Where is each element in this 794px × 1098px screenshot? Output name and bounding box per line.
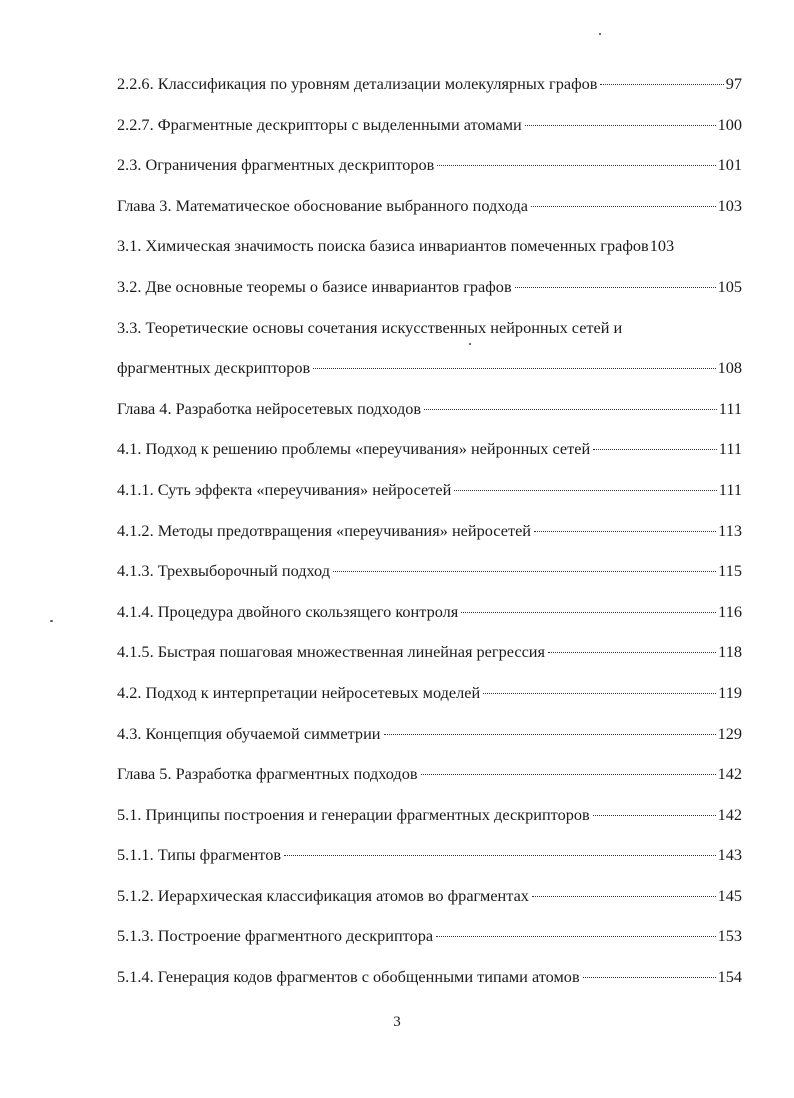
toc-entry-title: Глава 3. Математическое обоснование выбранного подхода [117,195,528,215]
toc-entry-title: 4.1.3. Трехвыборочный подход [117,561,330,581]
toc-entry-page: 145 [717,885,742,905]
toc-entry-title: 4.1.4. Процедура двойного скользящего контроля [117,601,459,621]
toc-dot-leader [437,165,715,166]
toc-entry-page: 97 [725,74,742,93]
toc-dot-leader [548,652,716,653]
toc-dot-leader [483,693,716,694]
toc-entry-chapter-3[interactable] [117,196,742,237]
toc-entry-page: 154 [717,967,742,987]
toc-dot-leader [284,855,716,856]
toc-entry-4-1-5[interactable] [117,642,742,683]
scan-speck [50,620,53,622]
toc-entry-page: 116 [718,601,742,621]
toc-dot-leader [525,125,716,126]
toc-dot-leader [593,815,716,816]
toc-entry-4-1-2[interactable] [117,521,742,562]
toc-entry-4-1-4[interactable] [117,602,742,643]
toc-entry-title: Глава 5. Разработка фрагментных подходов [117,764,418,784]
toc-entry-title: 4.1.1. Суть эффекта «переучивания» нейросетей [117,479,452,499]
toc-entry-title: 4.1. Подход к решению проблемы «переучивания» нейронных сетей [117,439,591,459]
toc-entry-title: 5.1.2. Иерархическая классификация атомов во фрагментах [117,885,529,905]
toc-entry-title: 4.3. Концепция обучаемой симметрии [117,723,381,743]
toc-entry-title: 2.2.6. Классификация по уровням детализации молекулярных графов [117,74,598,93]
toc-dot-leader [600,84,723,85]
toc-dot-leader [593,449,717,450]
toc-entry-title: 3.1. Химическая значимость поиска базиса инвариантов помеченных графов [117,236,649,256]
toc-dot-leader [454,490,716,491]
toc-entry-page: 113 [718,520,742,540]
toc-dot-leader [531,206,716,207]
toc-entry-page: 119 [718,682,742,702]
toc-entry-page: 142 [717,764,742,784]
toc-entry-page: 101 [717,155,742,175]
toc-entry-page: 153 [717,926,742,946]
toc-entry-3-3-continued[interactable] [117,358,742,399]
toc-entry-title: 4.2. Подход к интерпретации нейросетевых моделей [117,682,481,702]
toc-entry-title: 5.1.4. Генерация кодов фрагментов с обобщенными типами атомов [117,967,580,987]
toc-entry-page: 142 [717,804,742,824]
toc-entry-page: 105 [717,276,742,296]
toc-entry-3-1[interactable] [117,236,742,277]
toc-entry-2-2-6[interactable] [117,74,742,115]
toc-entry-2-2-7[interactable] [117,115,742,156]
toc-dot-leader [424,409,717,410]
toc-entry-page: 103 [649,236,675,256]
toc-entry-title: 5.1.3. Построение фрагментного дескриптора [117,926,434,946]
toc-entry-title: 5.1. Принципы построения и генерации фрагментных дескрипторов [117,804,590,824]
toc-dot-leader [384,734,716,735]
toc-entry-title: Глава 4. Разработка нейросетевых подходов [117,398,422,418]
toc-entry-page: 129 [717,723,742,743]
toc-entry-page: 111 [718,398,742,418]
table-of-contents [117,74,742,1008]
toc-entry-5-1-1[interactable] [117,845,742,886]
toc-entry-4-3[interactable] [117,724,742,765]
toc-entry-5-1[interactable] [117,805,742,846]
scan-speck [599,33,601,35]
toc-entry-page: 111 [718,479,742,499]
toc-entry-2-3[interactable] [117,155,742,196]
toc-entry-5-1-2[interactable] [117,886,742,927]
toc-entry-title: 4.1.2. Методы предотвращения «переучивания» нейросетей [117,520,532,540]
toc-entry-page: 143 [717,845,742,865]
toc-entry-page: 100 [717,114,742,134]
scan-speck [469,343,471,345]
toc-dot-leader [436,936,716,937]
toc-entry-title: 3.3. Теоретические основы сочетания искусственных нейронных сетей и [117,317,623,337]
toc-dot-leader [461,612,716,613]
toc-dot-leader [534,531,716,532]
toc-entry-title: 2.3. Ограничения фрагментных дескрипторов [117,155,435,175]
toc-entry-page: 108 [717,358,742,378]
toc-entry-4-1-3[interactable] [117,561,742,602]
toc-entry-title: 3.2. Две основные теоремы о базисе инвариантов графов [117,276,512,296]
toc-entry-chapter-5[interactable] [117,764,742,805]
toc-entry-4-2[interactable] [117,683,742,724]
toc-entry-3-3[interactable] [117,318,742,359]
toc-entry-page: 103 [717,195,742,215]
toc-entry-page: 111 [718,439,742,459]
toc-dot-leader [421,774,716,775]
toc-entry-3-2[interactable] [117,277,742,318]
toc-entry-4-1[interactable] [117,439,742,480]
toc-entry-page: 118 [718,642,742,662]
toc-dot-leader [515,287,716,288]
toc-dot-leader [333,571,716,572]
toc-entry-title: 5.1.1. Типы фрагментов [117,845,282,865]
toc-entry-5-1-3[interactable] [117,926,742,967]
toc-entry-chapter-4[interactable] [117,399,742,440]
toc-dot-leader [532,896,716,897]
toc-entry-title: фрагментных дескрипторов [117,358,311,378]
toc-entry-title: 2.2.7. Фрагментные дескрипторы с выделенными атомами [117,114,522,134]
toc-entry-5-1-4[interactable] [117,967,742,1008]
toc-entry-page: 115 [718,561,742,581]
toc-entry-4-1-1[interactable] [117,480,742,521]
toc-dot-leader [583,977,716,978]
toc-entry-title: 4.1.5. Быстрая пошаговая множественная линейная регрессия [117,642,545,662]
page-number: 3 [393,1014,401,1030]
toc-dot-leader [313,368,715,369]
